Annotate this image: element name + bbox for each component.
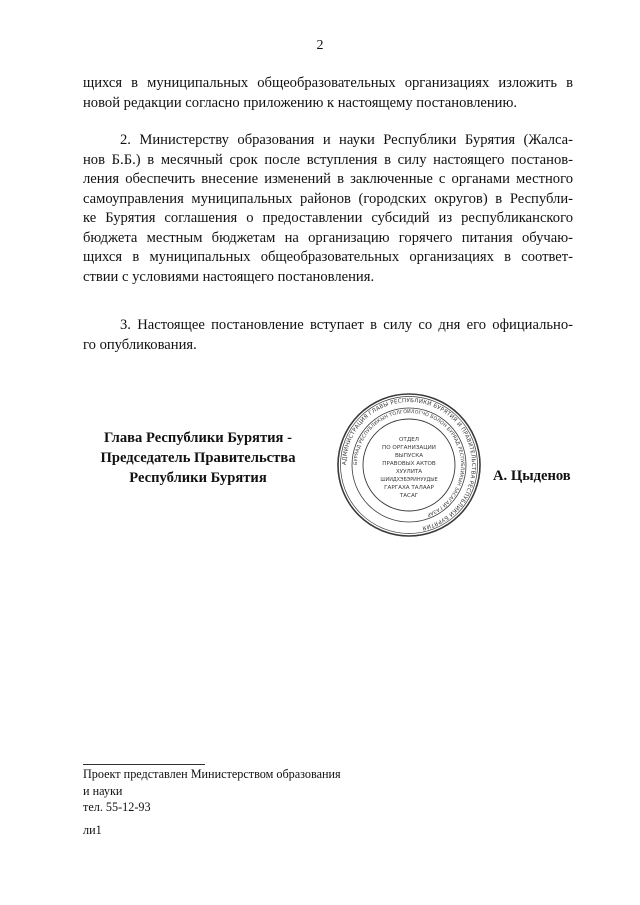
seal-center-line: ГАРГАХА ТАЛААР [384,485,434,491]
footnote [83,766,341,816]
footnote-line: тел. 55-12-93 [83,800,151,814]
seal-center-line: ПО ОРГАНИЗАЦИИ [382,445,436,451]
document-code: ли1 [83,823,102,837]
paragraph-line: ления обеспечить внесение изменений в заключенные с органами местного [83,171,573,187]
seal-inner-ring-text: БУРЯАД РЕСПУБЛИКЫН ТОЛГОЙЛОГЧО БОЛОН БУРЯАД РЕСПУБЛИКЫН ЗАСАГАЙ ГАЗАР [353,409,465,517]
footnote-line: Проект представлен Министерством образования [83,767,341,781]
paragraph-line: нов Б.Б.) в месячный срок после вступления в силу настоящего постанов- [83,151,573,168]
paragraph-1 [83,74,573,113]
paragraph-line: го опубликования. [83,336,197,353]
signatory-line: Председатель Правительства [100,450,296,466]
seal-center-line: ПРАВОВЫХ АКТОВ [382,461,436,467]
paragraph-line: ке Бурятия соглашения о предоставлении субсидий из республиканского [83,210,573,226]
signatory-line: Республики Бурятия [129,470,267,486]
seal-center-line: ТАСАГ [399,493,419,499]
footnote-divider [83,764,205,765]
paragraph-line: 3. Настоящее постановление вступает в силу со дня его официально- [120,317,573,333]
paragraph-line: щихся в муниципальных общеобразовательных организациях в соответ- [83,249,573,265]
signatory-title [83,428,313,488]
paragraph-3 [83,316,573,355]
signatory-line: Глава Республики Бурятия - [104,430,292,446]
seal-center-line: ВЫПУСКА [394,453,424,459]
footnote-line: и науки [83,783,123,798]
seal-center-line: ХУУЛИТА [395,469,423,475]
signer-name: А. Цыденов [493,468,571,484]
paragraph-line: щихся в муниципальных общеобразовательных организациях изложить в [83,75,573,91]
paragraph-line: ствии с условиями настоящего постановления. [83,268,375,285]
page-number: 2 [316,38,324,53]
seal-center-line: ОТДЕЛ [399,437,419,443]
paragraph-line: новой редакции согласно приложению к настоящему постановлению. [83,94,518,111]
seal-center-line: ШИИДХЭБЭРИНУУДЫЕ [380,477,438,483]
paragraph-line: самоуправления муниципальных районов (городских округов) в Республи- [83,190,573,207]
seal-outer-ring-text: АДМИНИСТРАЦИЯ ГЛАВЫ РЕСПУБЛИКИ БУРЯТИЯ И ПРАВИТЕЛЬСТВА РЕСПУБЛИКИ БУРЯТИЯ [341,397,477,531]
official-seal [336,392,482,538]
paragraph-2 [83,131,573,287]
paragraph-line: бюджета местным бюджетам на организацию горячего питания обучаю- [83,229,573,246]
paragraph-line: 2. Министерству образования и науки Республики Бурятия (Жалса- [120,132,573,148]
